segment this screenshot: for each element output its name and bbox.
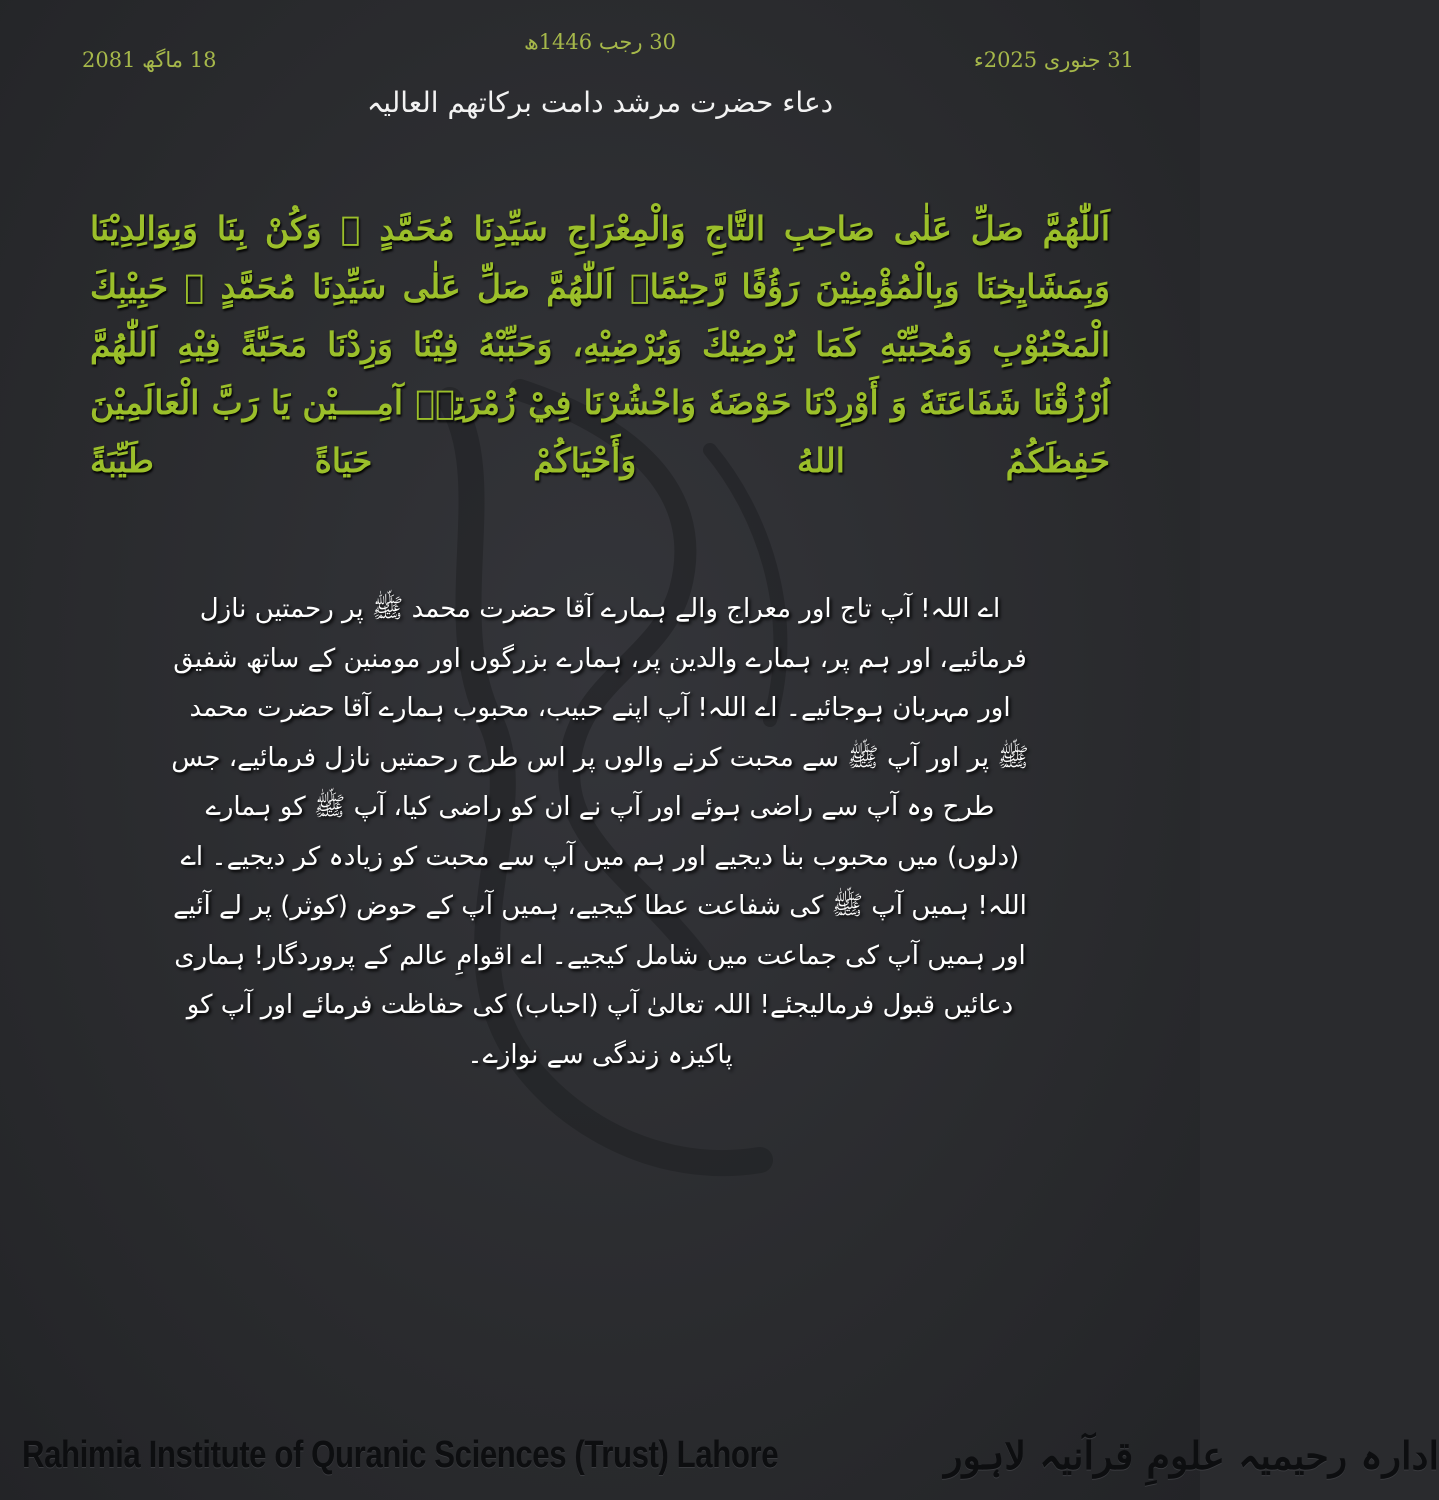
page-title: دعاء حضرت مرشد دامت برکاتھم العالیہ [366,86,834,119]
hijri-date: 30 رجب 1446ھ [524,30,676,54]
footer [0,1410,1439,1500]
institute-name-english: Rahimia Institute of Quranic Sciences (Trust) Lahore [22,1433,779,1476]
gregorian-date: 31 جنوری 2025ء [973,48,1134,72]
nepali-date: 18 ماگھ 2081 [82,48,217,72]
institute-logo-urdu: ادارہ رحیمیہ علومِ قرآنیہ لاہور [944,1432,1439,1478]
arabic-prayer: اَللّٰهُمَّ صَلِّ عَلٰى صَاحِبِ التَّاجِ وَالْمِعْرَاجِ سَيِّدِنَا مُحَمَّدٍ ﷺ وَكُنْ بِنَا وَبِوَالِدِيْنَا وَبِمَشَايِخِنَا وَبِالْمُؤْمِنِيْنَ رَؤُفًا رَّحِيْمًا۔ اَللّٰهُمَّ صَلِّ عَلٰى سَيِّدِنَا مُحَمَّدٍ ﷺ حَبِيْبِكَ الْمَحْبُوْبِ وَمُحِبِّيْهِ كَمَا يُرْضِيْكَ وَيُرْضِيْهِ، وَحَبِّبْهُ فِيْنَا وَزِدْنَا مَحَبَّةً فِيْهِ اَللّٰهُمَّ اُرْزُقْنَا شَفَاعَتَهٗ وَ أَوْرِدْنَا حَوْضَهٗ وَاحْشُرْنَا فِيْ زُمْرَتِهٖ آمِــــيْن يَا رَبَّ الْعَالَمِيْنَ حَفِظَكُمُ اللهُ وَأَحْيَاكُمْ حَيَاةً طَيِّبَةً [90,209,1110,480]
urdu-translation: اے اللہ! آپ تاج اور معراج والے ہمارے آقا حضرت محمد ﷺ پر رحمتیں نازل فرمائیے، اور ہم پر، ہمارے والدین پر، ہمارے بزرگوں اور مومنین کے ساتھ شفیق اور مہربان ہوجائیے۔ اے اللہ! آپ اپنے حبیب، محبوب ہمارے آقا حضرت محمد ﷺ پر اور آپ ﷺ سے محبت کرنے والوں پر اس طرح رحمتیں نازل فرمائیے، جس طرح وہ آپ سے راضی ہوئے اور آپ نے ان کو راضی کیا، آپ ﷺ کو ہمارے (دلوں) میں محبوب بنا دیجیے اور ہم میں آپ سے محبت کو زیادہ کر دیجیے۔ اے اللہ! ہمیں آپ ﷺ کی شفاعت عطا کیجیے، ہمیں آپ کے حوض (کوثر) پر لے آئیے اور ہمیں آپ کی جماعت میں شامل کیجیے۔ اے اقوامِ عالم کے پروردگار! ہماری دعائیں قبول فرمالیجئے! اللہ تعالیٰ آپ (احباب) کی حفاظت فرمائے اور آپ کو پاکیزہ زندگی سے نوازے۔ [171,594,1029,1070]
